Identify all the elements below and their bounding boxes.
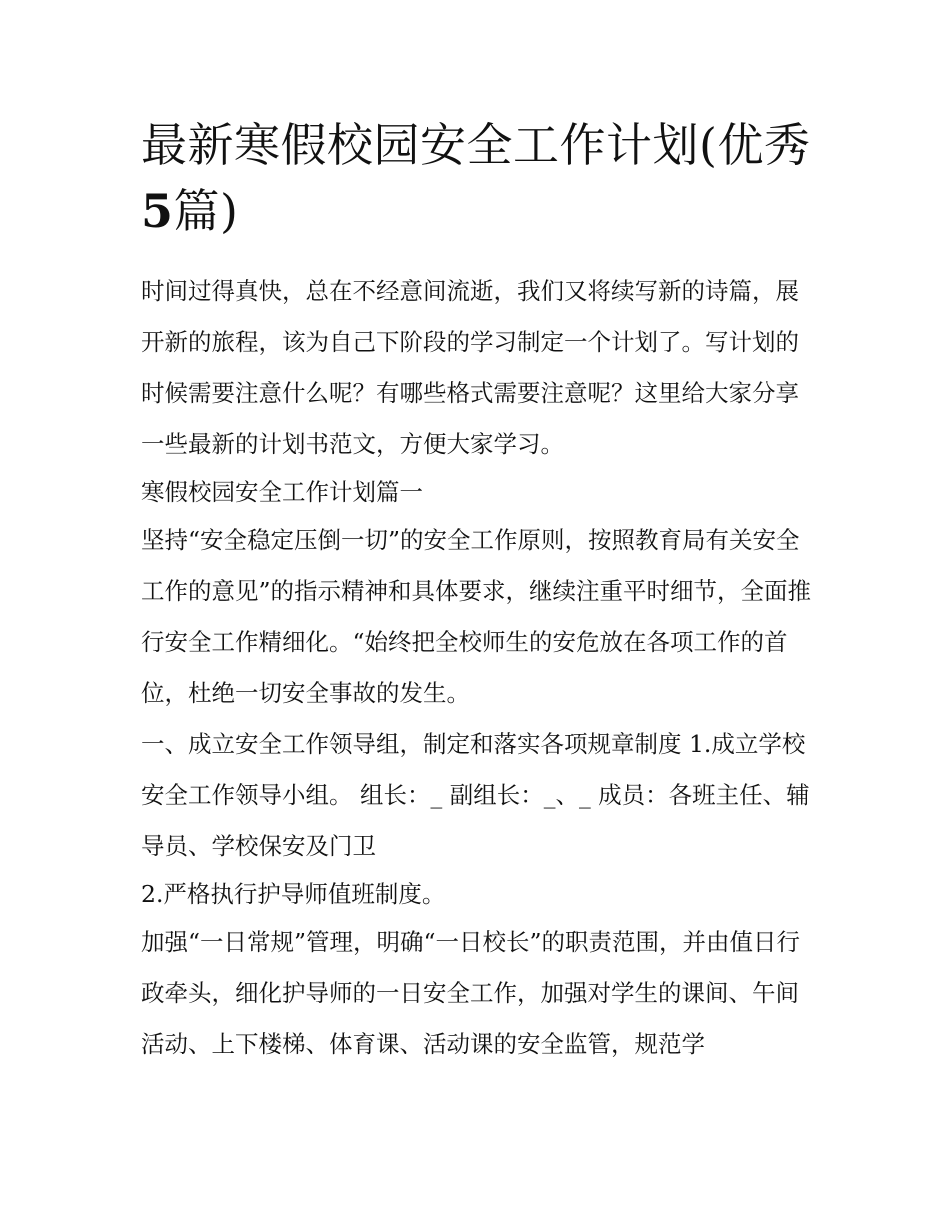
routine-paragraph: 加强“一日常规”管理，明确“一日校长”的职责范围，并由值日行政牵头，细化护导师的一日安全工作，加强对学生的课间、午间活动、上下楼梯、体育课、活动课的安全监管，规范学 xyxy=(141,928,801,1058)
duty-heading: 2.严格执行护导师值班制度。 xyxy=(141,880,446,908)
leadership-paragraph: 一、成立安全工作领导组，制定和落实各项规章制度 1.成立学校安全工作领导小组。 组长：_ 副组长：_、_ 成员：各班主任、辅导员、学校保安及门卫 xyxy=(141,730,810,860)
document-body xyxy=(141,266,813,1070)
title-number: 5 xyxy=(141,184,174,238)
document-title: 最新寒假校园安全工作计划(优秀5篇) xyxy=(141,118,811,238)
principle-paragraph: 坚持“安全稳定压倒一切”的安全工作原则，按照教育局有关安全工作的意见”的指示精神和具体要求，继续注重平时细节，全面推行安全工作精细化。“始终把全校师生的安危放在各项工作的首位，杜绝一切安全事故的发生。 xyxy=(141,526,812,707)
document-page xyxy=(141,112,813,1070)
intro-paragraph: 时间过得真快，总在不经意间流逝，我们又将续写新的诗篇，展开新的旅程，该为自己下阶段的学习制定一个计划了。写计划的时候需要注意什么呢？有哪些格式需要注意呢？这里给大家分享一些最新的计划书范文，方便大家学习。 xyxy=(141,277,799,458)
section-heading: 寒假校园安全工作计划篇一 xyxy=(141,478,423,506)
